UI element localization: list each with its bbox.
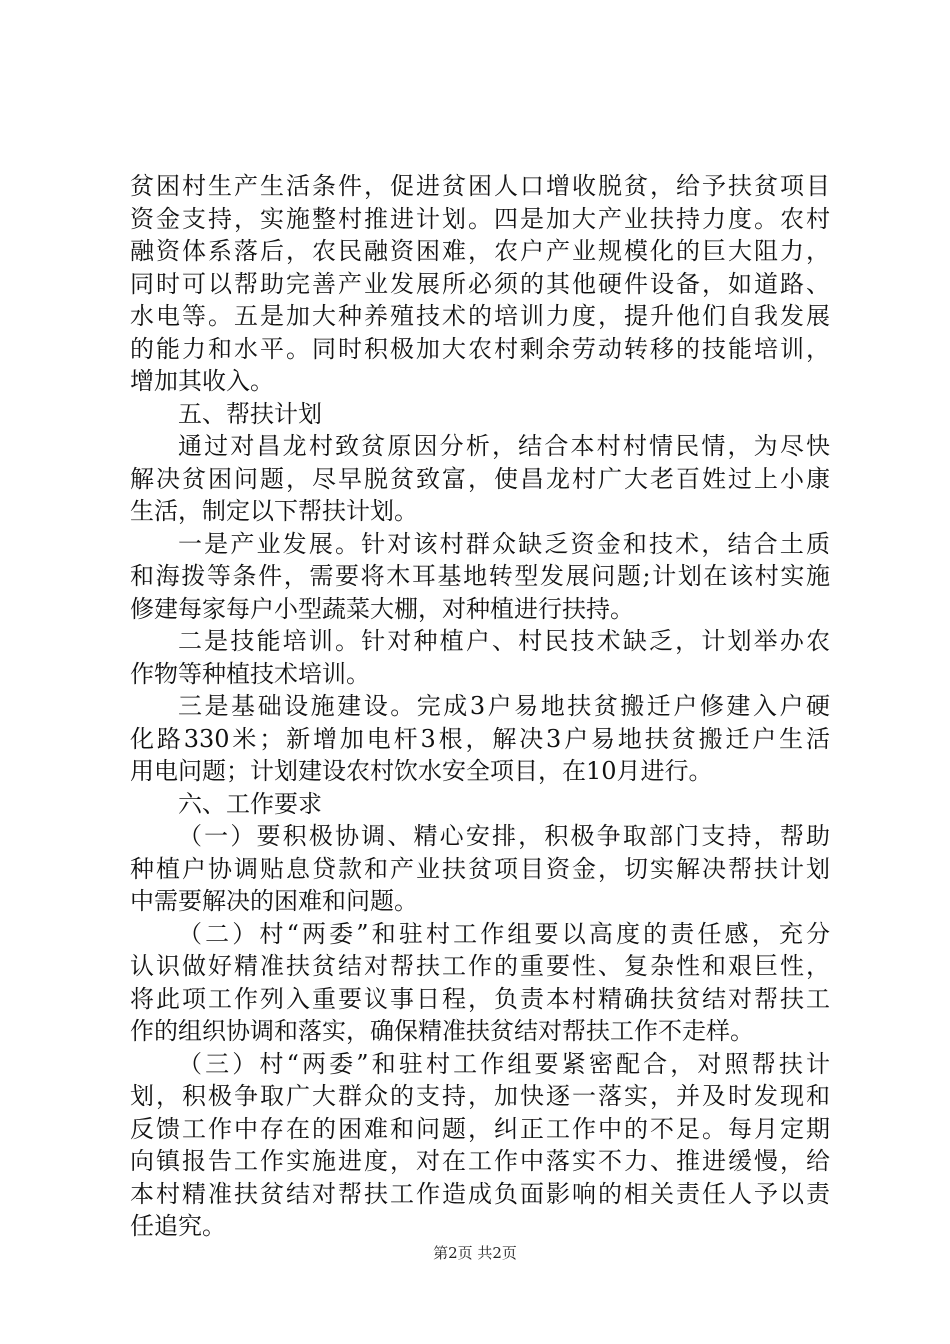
paragraph-line: 种植户协调贴息贷款和产业扶贫项目资金，切实解决帮扶计划 <box>130 854 830 883</box>
paragraph-line: 水电等。五是加大种养殖技术的培训力度，提升他们自我发展 <box>130 302 830 330</box>
page-footer: 第2页 共2页 <box>433 1244 517 1262</box>
paragraph-line: 修建每家每户小型蔬菜大棚，对种植进行扶持。 <box>130 594 634 623</box>
section-heading: 五、帮扶计划 <box>178 399 322 428</box>
paragraph-line: 化路330米；新增加电杆3根，解决3户易地扶贫搬迁户生活 <box>130 724 830 753</box>
paragraph-line: 贫困村生产生活条件，促进贫困人口增收脱贫，给予扶贫项目 <box>130 172 830 200</box>
paragraph-line: 资金支持，实施整村推进计划。四是加大产业扶持力度。农村 <box>130 204 830 233</box>
paragraph-line: 一是产业发展。针对该村群众缺乏资金和技术，结合土质 <box>178 529 830 558</box>
paragraph-line: 作物等种植技术培训。 <box>130 659 370 688</box>
paragraph-line: （二）村“两委”和驻村工作组要以高度的责任感，充分 <box>178 919 830 948</box>
paragraph-line: （三）村“两委”和驻村工作组要紧密配合，对照帮扶计 <box>178 1049 830 1078</box>
paragraph-line: 反馈工作中存在的困难和问题，纠正工作中的不足。每月定期 <box>130 1114 830 1143</box>
paragraph-line: 和海拨等条件，需要将木耳基地转型发展问题;计划在该村实施 <box>130 562 830 590</box>
paragraph-line: 作的组织协调和落实，确保精准扶贫结对帮扶工作不走样。 <box>130 1017 754 1045</box>
paragraph-line: （一）要积极协调、精心安排，积极争取部门支持，帮助 <box>178 822 830 850</box>
paragraph-line: 用电问题；计划建设农村饮水安全项目，在10月进行。 <box>130 757 713 785</box>
section-heading: 六、工作要求 <box>178 789 322 818</box>
paragraph-line: 生活，制定以下帮扶计划。 <box>130 497 418 525</box>
paragraph-line: 二是技能培训。针对种植户、村民技术缺乏，计划举办农 <box>178 627 830 655</box>
paragraph-line: 将此项工作列入重要议事日程，负责本村精确扶贫结对帮扶工 <box>130 984 830 1013</box>
paragraph-line: 通过对昌龙村致贫原因分析，结合本村村情民情，为尽快 <box>178 432 830 460</box>
paragraph-line: 同时可以帮助完善产业发展所必须的其他硬件设备，如道路、 <box>130 269 830 298</box>
paragraph-line: 融资体系落后，农民融资困难，农户产业规模化的巨大阻力， <box>130 237 830 265</box>
paragraph-line: 增加其收入。 <box>130 367 274 395</box>
paragraph-line: 向镇报告工作实施进度，对在工作中落实不力、推进缓慢，给 <box>130 1147 830 1175</box>
paragraph-line: 本村精准扶贫结对帮扶工作造成负面影响的相关责任人予以责 <box>130 1179 830 1208</box>
paragraph-line: 三是基础设施建设。完成3户易地扶贫搬迁户修建入户硬 <box>178 692 830 720</box>
paragraph-line: 中需要解决的困难和问题。 <box>130 887 418 915</box>
paragraph-line: 解决贫困问题，尽早脱贫致富，使昌龙村广大老百姓过上小康 <box>130 464 830 493</box>
document-body <box>130 170 830 1243</box>
paragraph-line: 任追究。 <box>130 1212 226 1240</box>
paragraph-line: 认识做好精准扶贫结对帮扶工作的重要性、复杂性和艰巨性， <box>130 952 830 980</box>
paragraph-line: 的能力和水平。同时积极加大农村剩余劳动转移的技能培训， <box>130 334 830 363</box>
paragraph-line: 划，积极争取广大群众的支持，加快逐一落实，并及时发现和 <box>130 1082 830 1110</box>
